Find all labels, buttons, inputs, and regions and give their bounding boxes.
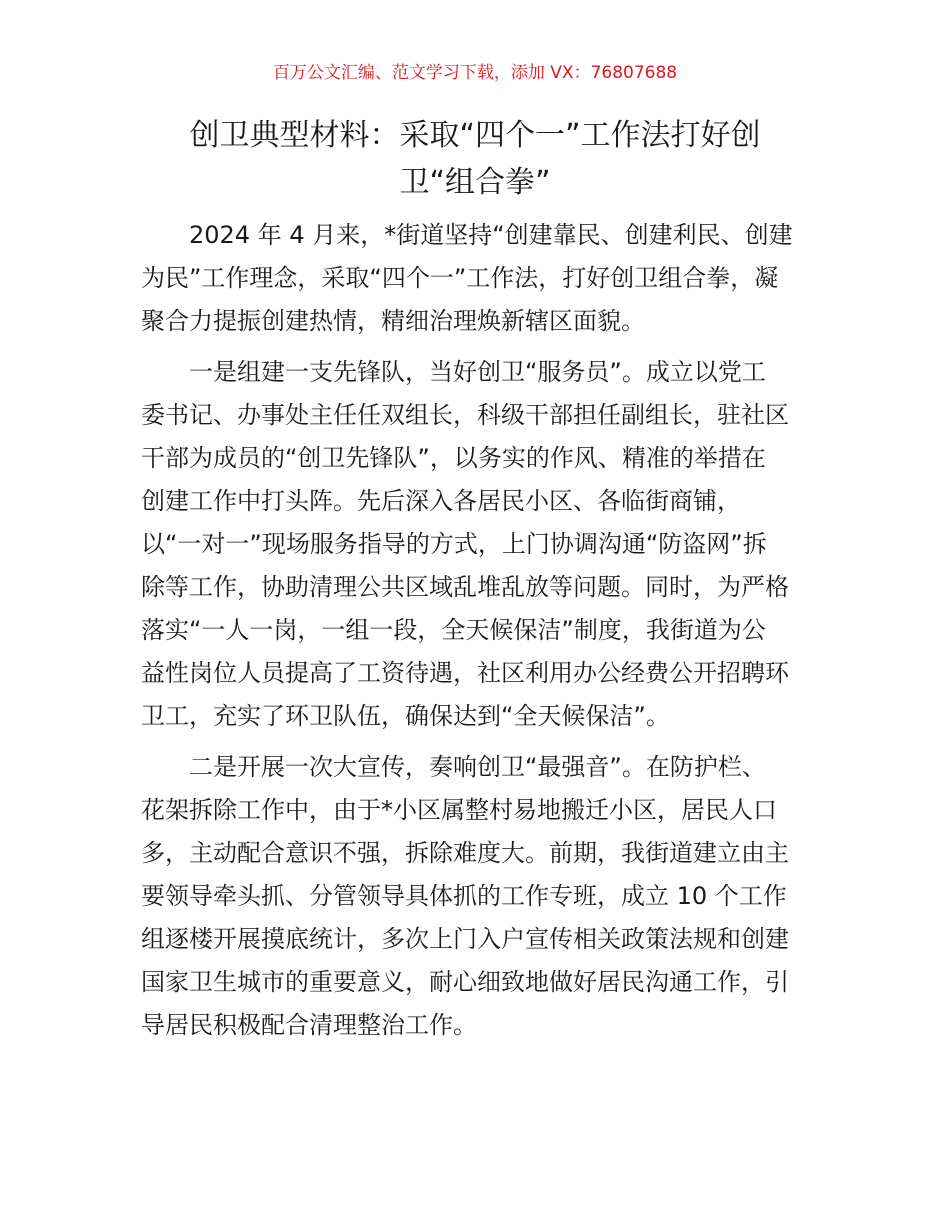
paragraph-line: 国家卫生城市的重要意义，耐心细致地做好居民沟通工作，引 (141, 968, 789, 996)
paragraph-vanguard-team (141, 351, 811, 738)
paragraph-line: 多，主动配合意识不强，拆除难度大。前期，我街道建立由主 (141, 839, 789, 867)
paragraph-line: 导居民积极配合清理整治工作。 (141, 1011, 477, 1039)
title-line-2: 卫“组合拳” (399, 165, 551, 200)
paragraph-line: 委书记、办事处主任任双组长，科级干部担任副组长，驻社区 (141, 401, 789, 429)
document-title (128, 112, 822, 206)
title-line-1: 创卫典型材料：采取“四个一”工作法打好创 (189, 118, 761, 153)
header-watermark-note: 百万公文汇编、范文学习下载，添加 VX：76807688 (272, 63, 678, 83)
paragraph-intro (141, 214, 811, 343)
paragraph-line: 2024 年 4 月来，*街道坚持“创建靠民、创建利民、创建 (189, 221, 793, 249)
paragraph-line: 干部为成员的“创卫先锋队”，以务实的作风、精准的举措在 (141, 444, 766, 472)
paragraph-line: 卫工，充实了环卫队伍，确保达到“全天候保洁”。 (141, 702, 670, 730)
paragraph-line: 组逐楼开展摸底统计，多次上门入户宣传相关政策法规和创建 (141, 925, 789, 953)
paragraph-line: 花架拆除工作中，由于*小区属整村易地搬迁小区，居民人口 (141, 796, 777, 824)
paragraph-line: 以“一对一”现场服务指导的方式，上门协调沟通“防盗网”拆 (141, 530, 767, 558)
paragraph-line: 益性岗位人员提高了工资待遇，社区利用办公经费公开招聘环 (141, 659, 789, 687)
paragraph-line: 二是开展一次大宣传，奏响创卫“最强音”。在防护栏、 (189, 753, 766, 781)
paragraph-line: 一是组建一支先锋队，当好创卫“服务员”。成立以党工 (189, 358, 766, 386)
paragraph-line: 聚合力提振创建热情，精细治理焕新辖区面貌。 (141, 307, 645, 335)
paragraph-publicity (141, 746, 811, 1047)
paragraph-line: 除等工作，协助清理公共区域乱堆乱放等问题。同时，为严格 (141, 573, 789, 601)
document-body (141, 214, 811, 1055)
paragraph-line: 落实“一人一岗，一组一段，全天候保洁”制度，我街道为公 (141, 616, 766, 644)
paragraph-line: 为民”工作理念，采取“四个一”工作法，打好创卫组合拳，凝 (141, 264, 779, 292)
paragraph-line: 创建工作中打头阵。先后深入各居民小区、各临街商铺， (141, 487, 741, 515)
paragraph-line: 要领导牵头抓、分管领导具体抓的工作专班，成立 10 个工作 (141, 882, 787, 910)
